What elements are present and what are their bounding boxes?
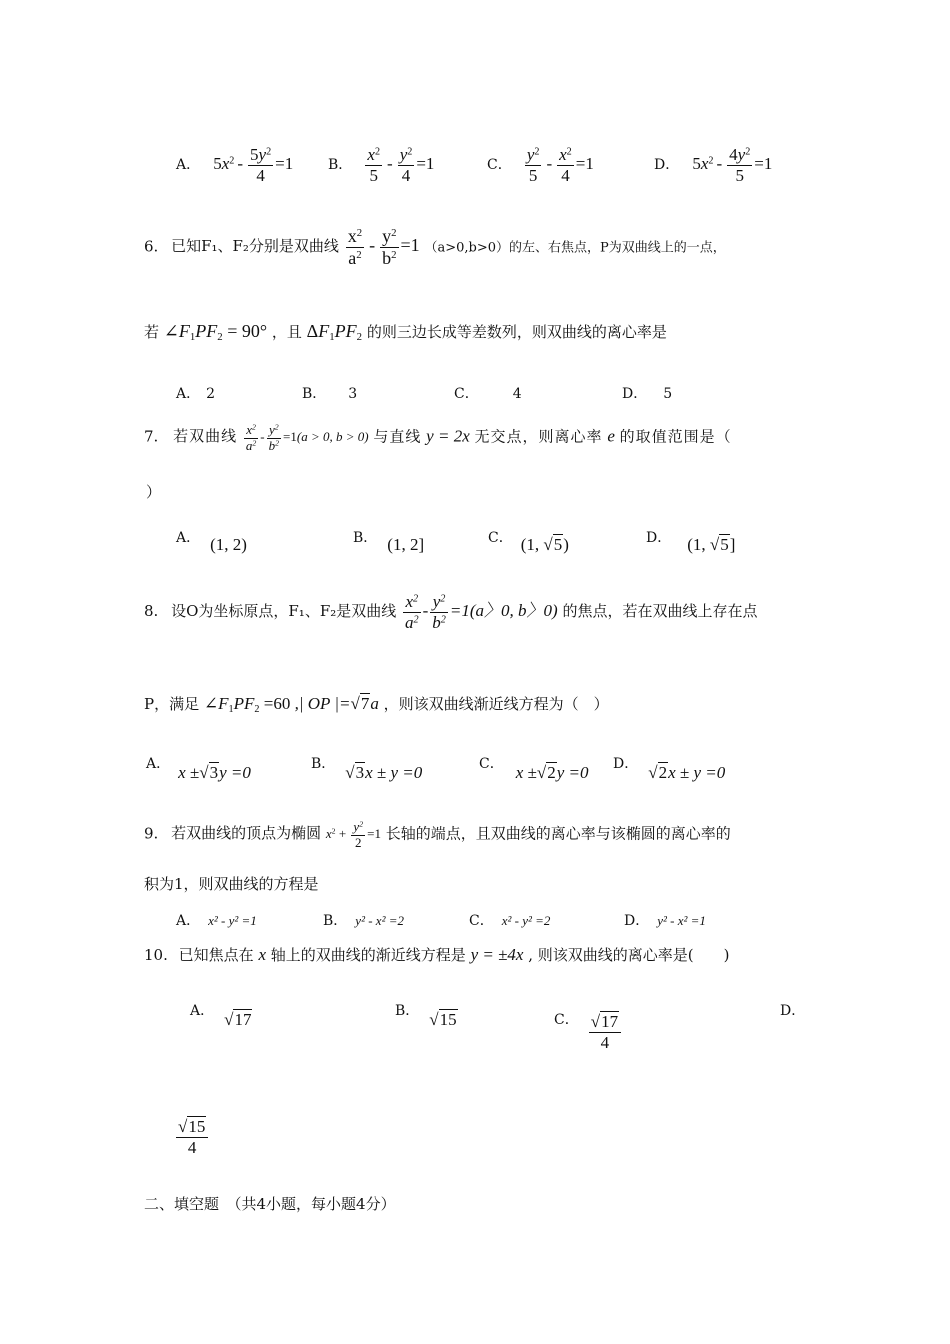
q7-text-5: ） (146, 483, 162, 501)
q6-option-d: D． 5 (622, 386, 673, 402)
q7-option-c: C． (1, √5) (488, 530, 569, 554)
section-2-title: 二、填空题 （共4小题，每小题4分） (144, 1195, 396, 1213)
q8-option-a: A． x ±√3y =0 (146, 756, 251, 782)
q8-line-1 (144, 592, 757, 632)
q8-option-c: C． x ±√2y =0 (479, 756, 589, 782)
q7-text-2: 与直线 (373, 427, 422, 446)
q6-angle-formula: $\angle F_1PF_2 = 90^\circ$ (163, 321, 268, 344)
q6-hyperbola-formula: $\frac{x^2}{a^2}$ - $\frac{y^2}{b^2}$ =1 (347, 226, 420, 268)
q9-option-a: A． x² - y² =1 (176, 913, 257, 929)
q8-text-2: 的焦点，若在双曲线上存在点 (562, 601, 758, 620)
q10-option-a: A． √17 (190, 1003, 252, 1029)
q5-option-c (487, 145, 594, 185)
q9-number: 9. (144, 824, 159, 843)
q5-option-a (176, 145, 293, 185)
q7-line-formula: y = 2x (426, 426, 470, 446)
q10-option-c: C． $\frac{√17}{4}$ (554, 1000, 623, 1040)
q10-var-x: x (258, 945, 266, 964)
q10-option-d-label: D． (780, 1003, 806, 1019)
q6-option-a: A． 2 (176, 386, 216, 402)
q8-line-2 (144, 694, 609, 714)
q5-option-d-label: D． (654, 156, 680, 173)
q5-option-d (654, 145, 772, 185)
q7-number: 7. (144, 427, 159, 446)
q9-ellipse-formula: $x^2$ + $\frac{y^2}{2}$ =1 (325, 819, 381, 850)
q8-number: 8. (144, 601, 159, 620)
q6-text-2: （a>0,b>0）的左、右焦点，P为双曲线上的一点， (424, 240, 726, 256)
q7-option-b: B． (1, 2] (353, 530, 425, 554)
q5-option-c-label: C． (487, 156, 512, 173)
q10-line-1 (144, 945, 730, 965)
q6-text-5: 的则三边长成等差数列，则双曲线的离心率是 (366, 323, 667, 341)
q8-text-4: ，则该双曲线渐近线方程为（ ） (383, 695, 609, 713)
q8-hyperbola-formula: $\frac{x^2}{a^2}$ - $\frac{y^2}{b^2}$ =1(a〉0, b〉0) (405, 592, 558, 632)
q6-number: 6. (144, 237, 159, 256)
q6-line-2 (144, 321, 667, 342)
q7-option-a: A． (1, 2) (176, 530, 247, 554)
q10-text-3: , 则该双曲线的离心率是( ) (528, 946, 730, 964)
q6-text-3: 若 (144, 323, 160, 341)
q5-option-a-formula: $5x^2$ - $\frac{5y^2}{4}$ =1 (213, 145, 294, 185)
q10-asymptote-formula: y = ±4x (470, 945, 524, 964)
q5-option-b-label: B． (328, 156, 353, 173)
q8-text-1: 设O为坐标原点，F₁、F₂是双曲线 (171, 601, 397, 620)
q6-option-b: B． 3 (302, 386, 358, 402)
q8-text-3: P，满足 (144, 695, 200, 713)
q6-option-c: C． 4 (454, 386, 522, 402)
q7-text-4: 的取值范围是（ (619, 427, 732, 446)
q9-text-1: 若双曲线的顶点为椭圆 (171, 824, 322, 843)
q10-text-2: 轴上的双曲线的渐近线方程是 (270, 946, 466, 964)
q10-text-1: 已知焦点在 (178, 946, 254, 964)
q8-option-b: B． √3x ± y =0 (311, 756, 423, 782)
q10-number: 10. (144, 946, 168, 964)
q6-triangle-formula: $\Delta F_1PF_2$ (306, 321, 363, 344)
q5-option-a-label: A． (176, 156, 201, 173)
q6-text-1: 已知F₁、F₂分别是双曲线 (171, 237, 339, 256)
q6-line-1 (144, 226, 726, 268)
q9-option-c: C． x² - y² =2 (469, 913, 551, 929)
q5-option-d-formula: $5x^2$ - $\frac{4y^2}{5}$ =1 (692, 145, 773, 185)
q7-var-e: e (607, 426, 615, 446)
q6-text-4: ，且 (271, 323, 302, 341)
q9-text-3: 积为1，则双曲线的方程是 (144, 875, 319, 893)
q9-option-d: D． y² - x² =1 (624, 913, 706, 929)
q10-option-b: B． √15 (395, 1003, 457, 1029)
q9-option-b: B． y² - x² =2 (323, 913, 404, 929)
q7-text-1: 若双曲线 (173, 427, 238, 446)
q9-line-1 (144, 820, 731, 851)
q7-hyperbola-formula: $\frac{x^2}{a^2}$ - $\frac{y^2}{b^2}$ =1(a > 0, b > 0) (245, 422, 369, 453)
q8-condition-formula: $\angle F_1PF_2 =60$ ,| OP |=√7a (203, 694, 379, 716)
q10-option-d-value: $\frac{√15}{4}$ (174, 1117, 210, 1157)
q5-option-c-formula: $\frac{y^2}{5}$ - $\frac{x^2}{4}$ =1 (526, 145, 594, 185)
q5-option-b-formula: $\frac{x^2}{5}$ - $\frac{y^2}{4}$ =1 (367, 145, 435, 185)
q7-option-d: D． (1, √5] (646, 530, 736, 554)
q9-text-2: 长轴的端点，且双曲线的离心率与该椭圆的离心率的 (385, 824, 731, 843)
q5-option-b (328, 145, 434, 185)
q8-option-d: D． √2x ± y =0 (613, 756, 726, 782)
q7-line-1 (144, 423, 732, 454)
q7-text-3: 无交点，则离心率 (474, 427, 603, 446)
